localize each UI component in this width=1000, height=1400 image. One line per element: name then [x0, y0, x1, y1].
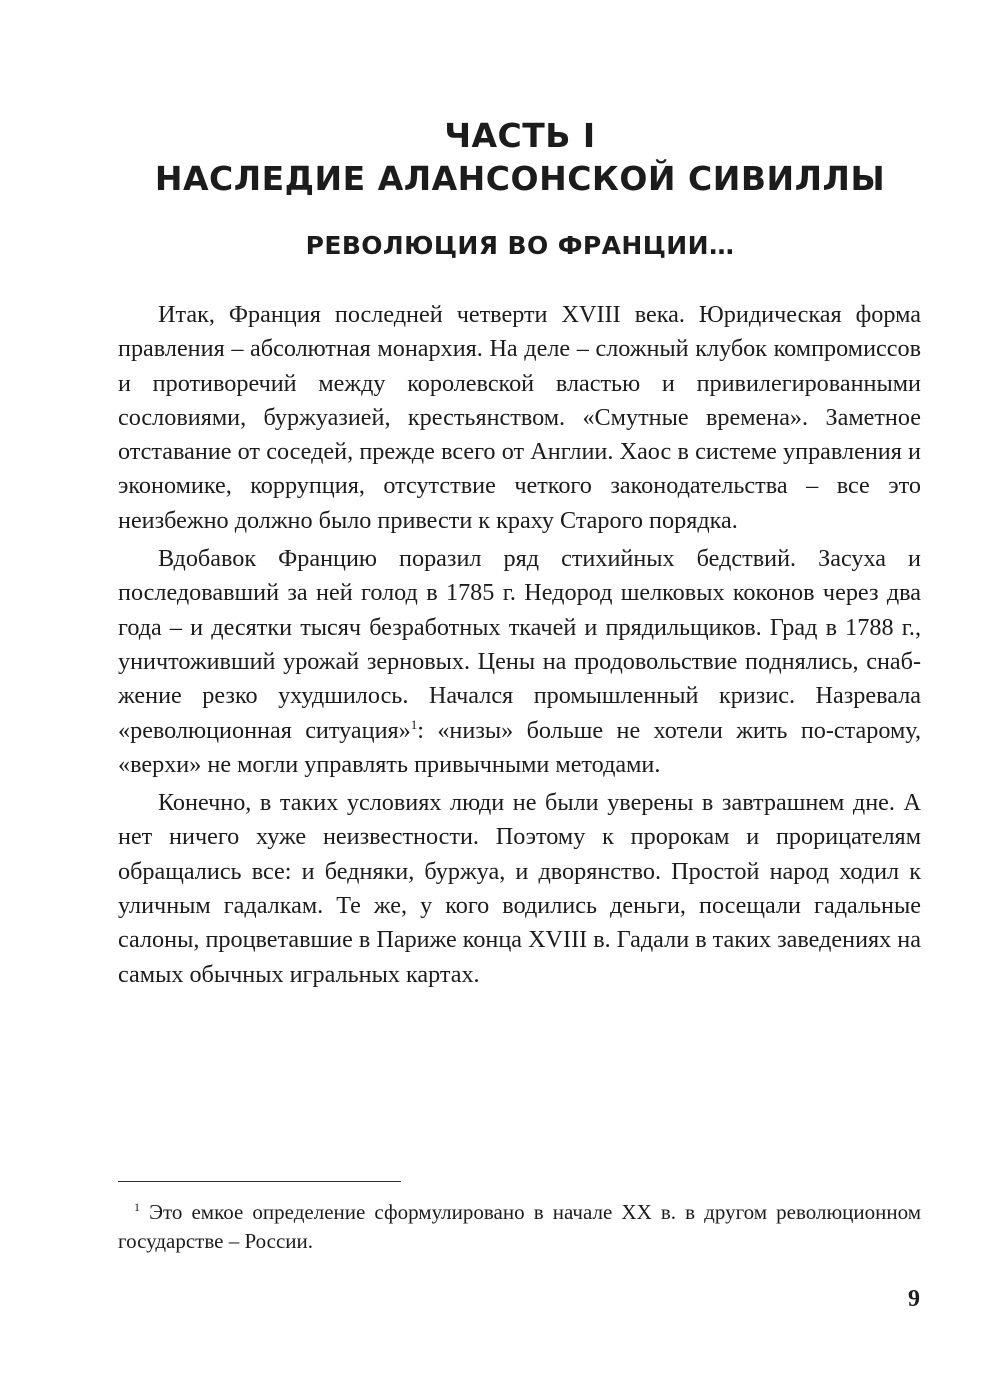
footnote-text: Это емкое определение сформулировано в начале XX в. в другом революционном государстве – России.	[118, 1200, 921, 1253]
page-number: 9	[908, 1286, 920, 1312]
paragraph-2	[118, 542, 921, 782]
section-title: РЕВОЛЮЦИЯ ВО ФРАНЦИИ…	[305, 231, 735, 260]
footnote-number: 1	[134, 1200, 140, 1214]
main-text	[118, 298, 921, 992]
part-title-line2: НАСЛЕДИЕ АЛАНСОНСКОЙ СИВИЛЛЫ	[154, 159, 886, 198]
paragraph-2-part-b: : «низы» больше не хотели жить по-старому, «верхи» не могли управлять привычными методами.	[118, 716, 922, 778]
paragraph-3: Конечно, в таких условиях люди не были уверены в завтрашнем дне. А нет ничего хуже неизвестности. Поэтому к пророкам и прорицателям обращались все: и бедняки, буржуа, и дворянство. Простой народ ходил к уличным гадалкам. Те же, у кого водились деньги, посещали гадальные салоны, процветавшие в Париже конца XVIII в. Гадали в таких заведениях на самых обычных игральных картах.	[118, 789, 921, 988]
footnote	[118, 1198, 921, 1256]
part-title-line1: ЧАСТЬ I	[444, 116, 596, 155]
paragraph-1: Итак, Франция последней четверти XVIII века. Юридическая форма правления – абсолютная монархия. На деле – сложный клубок компромиссов и противоречий между королевской властью и привилегированными сословиями, буржуазией, крестьянством. «Смутные времена». Заметное отставание от соседей, прежде всего от Англии. Хаос в системе управления и экономике, коррупция, отсутствие четкого законодательства – все это неизбежно должно было привести к краху Старого порядка.	[118, 301, 921, 534]
footnote-divider	[118, 1181, 401, 1182]
footnote-reference: 1	[410, 716, 418, 732]
paragraph-2-part-a: Вдобавок Францию поразил ряд стихийных бедствий. Засуха и последовавший за ней голод в 1785 г. Недород шелковых коконов через два года – и десятки тысяч безработных ткачей и прядильщиков. Град в 1788 г., уничтоживший урожай зерновых. Цены на продовольствие поднялись, снабжение резко ухудшилось. Начался промышленный кризис. Назревала «революционная ситуация»	[118, 545, 921, 744]
